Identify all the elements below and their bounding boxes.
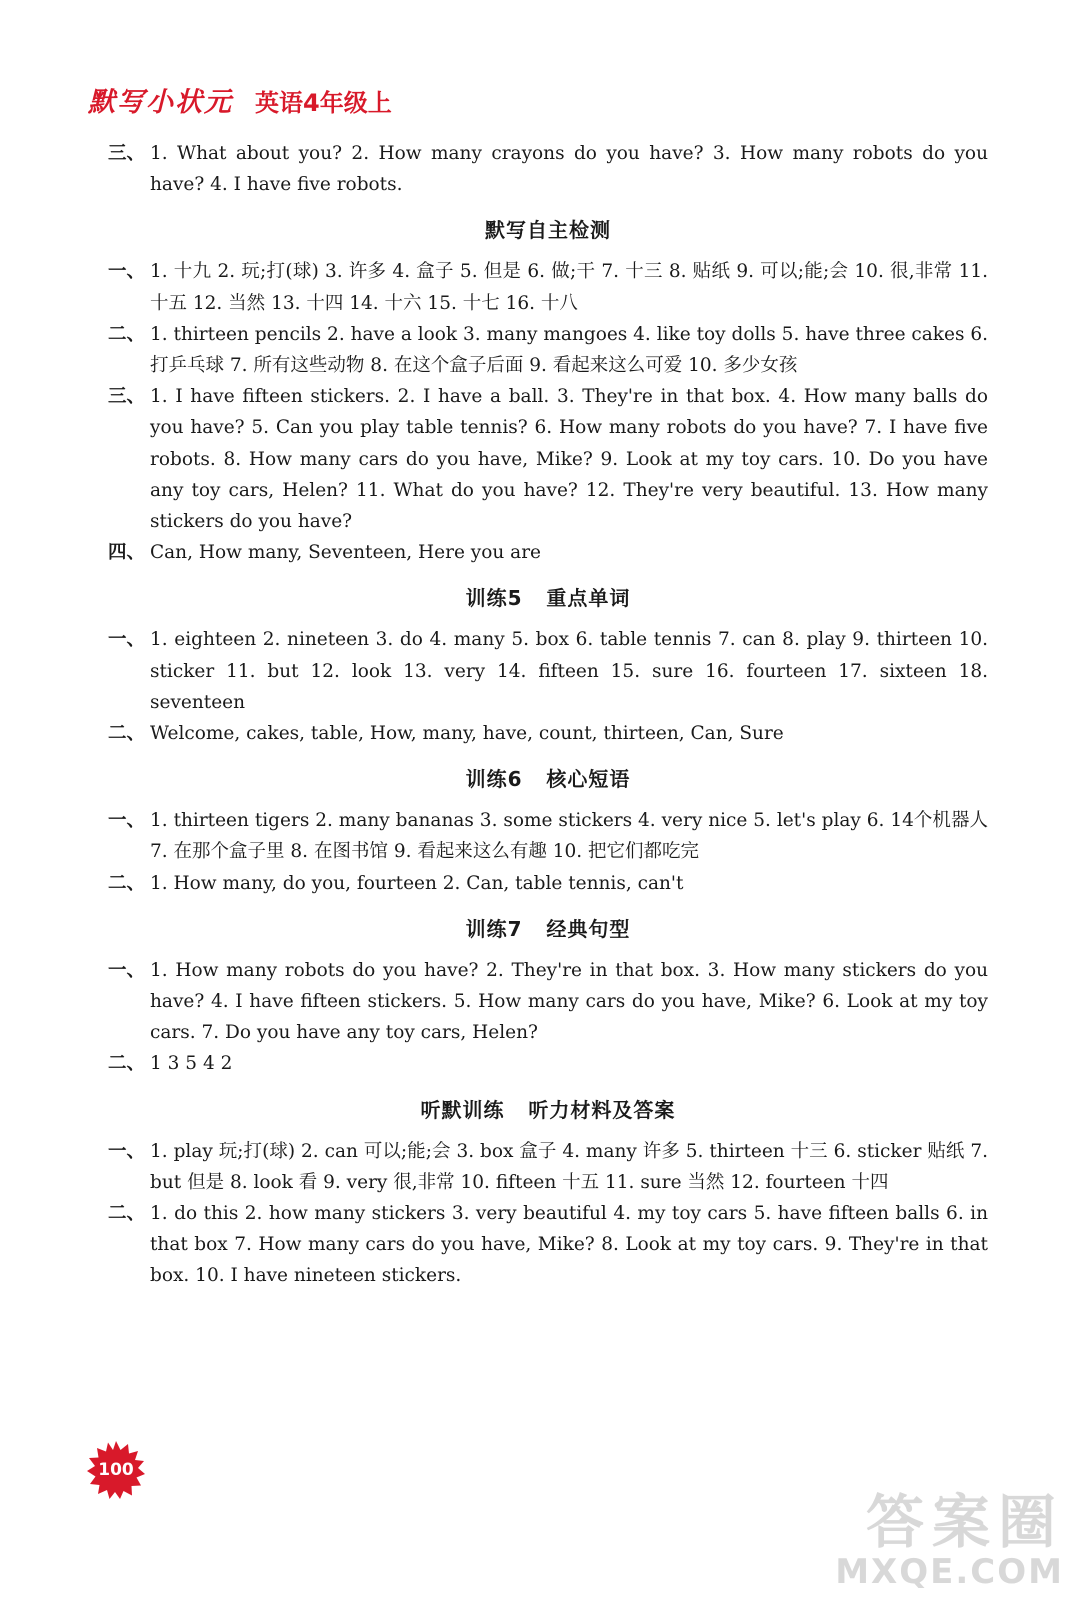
answer-item — [108, 868, 988, 899]
item-text: 1. 十九 2. 玩;打(球) 3. 许多 4. 盒子 5. 但是 6. 做;干 7. 十三 8. 贴纸 9. 可以;能;会 10. 很,非常 11. 十五 12. 当然 13. 十四 14. 十六 15. 十七 16. 十八 — [150, 261, 988, 314]
item-text: 1. thirteen tigers 2. many bananas 3. some stickers 4. very nice 5. let's play 6. 14个机器人 7. 在那个盒子里 8. 在图书馆 9. 看起来这么有趣 10. 把它们都吃完 — [150, 810, 988, 863]
answer-item — [108, 256, 988, 318]
answer-item — [108, 1136, 988, 1198]
watermark-logo-text: 答案圈 — [865, 1488, 1064, 1556]
section-title: 训练6 核心短语 — [465, 767, 631, 792]
item-text: 1. do this 2. how many stickers 3. very beautiful 4. my toy cars 5. have fifteen balls 6. in that box 7. How many cars do you have, Mike? 8. Look at my toy cars. 9. They're in that box. 10. I have nineteen stickers. — [150, 1203, 988, 1287]
item-text: 1. I have fifteen stickers. 2. I have a ball. 3. They're in that box. 4. How many balls do you have? 5. Can you play table tennis? 6. How many robots do you have? 7. I have five robots. 8. How many cars do you have, Mike? 9. Look at my toy cars. 10. Do you have any toy cars, Helen? 11. What do you have? 12. They're very beautiful. 13. How many stickers do you have? — [150, 386, 988, 533]
section-title: 训练7 经典句型 — [465, 916, 631, 941]
item-marker: 三、 — [108, 386, 146, 408]
answer-item — [108, 718, 988, 749]
item-marker: 二、 — [108, 323, 146, 345]
section-title: 训练5 重点单词 — [465, 586, 631, 611]
answer-content — [108, 138, 988, 1292]
item-marker: 二、 — [108, 1203, 146, 1225]
item-text: Can, How many, Seventeen, Here you are — [150, 542, 541, 564]
section-self-check — [108, 214, 988, 568]
item-marker: 三、 — [108, 143, 146, 164]
item-text: Welcome, cakes, table, How, many, have, count, thirteen, Can, Sure — [150, 723, 784, 745]
answer-item — [108, 537, 988, 568]
item-text: 1. How many, do you, fourteen 2. Can, table tennis, can't — [150, 872, 684, 894]
answer-item — [108, 805, 988, 867]
watermark-domain: MXQE.COM — [835, 1552, 1064, 1592]
item-text: 1 3 5 4 2 — [150, 1053, 233, 1075]
section-training-6 — [108, 763, 988, 899]
item-text: 1. play 玩;打(球) 2. can 可以;能;会 3. box 盒子 4. many 许多 5. thirteen 十三 6. sticker 贴纸 7. but 但是 8. look 看 9. very 很,非常 10. fifteen 十五 11. sure 当然 12. fourteen 十四 — [150, 1140, 988, 1193]
item-marker: 一、 — [108, 261, 146, 283]
answer-item — [108, 138, 988, 200]
page-number-badge — [86, 1440, 146, 1500]
item-marker: 一、 — [108, 629, 146, 651]
section-training-7 — [108, 913, 988, 1080]
item-text: 1. How many robots do you have? 2. They're in that box. 3. How many stickers do you have? 4. I have fifteen stickers. 5. How many cars do you have, Mike? 6. Look at my toy cars. 7. Do you have any toy cars, Helen? — [150, 959, 988, 1044]
answer-item — [108, 1048, 988, 1079]
answer-item — [108, 624, 988, 718]
item-text: 1. What about you? 2. How many crayons do you have? 3. How many robots do you have? 4. I have five robots. — [150, 143, 988, 196]
watermark — [835, 1488, 1064, 1592]
item-text: 1. eighteen 2. nineteen 3. do 4. many 5. box 6. table tennis 7. can 8. play 9. thirteen 10. sticker 11. but 12. look 13. very 14. fifteen 15. sure 16. fourteen 17. sixteen 18. seventeen — [150, 629, 988, 713]
page-number: 100 — [98, 1460, 134, 1480]
item-marker: 四、 — [108, 542, 146, 564]
item-marker: 一、 — [108, 1140, 146, 1162]
section-continued — [108, 138, 988, 200]
item-marker: 一、 — [108, 959, 146, 981]
answer-item — [108, 381, 988, 537]
item-marker: 一、 — [108, 810, 146, 832]
item-marker: 二、 — [108, 723, 146, 745]
section-training-5 — [108, 582, 988, 749]
section-title: 默写自主检测 — [485, 218, 611, 243]
answer-item — [108, 955, 988, 1049]
book-subject-title: 英语4年级上 — [255, 89, 392, 117]
section-title: 听默训练 听力材料及答案 — [420, 1097, 676, 1122]
item-marker: 二、 — [108, 1053, 146, 1075]
answer-item — [108, 319, 988, 381]
item-marker: 二、 — [108, 872, 146, 894]
answer-item — [108, 1198, 988, 1292]
page-header — [88, 80, 392, 119]
book-brand-title: 默写小状元 — [88, 87, 233, 118]
item-text: 1. thirteen pencils 2. have a look 3. many mangoes 4. like toy dolls 5. have three cakes 6. 打乒乓球 7. 所有这些动物 8. 在这个盒子后面 9. 看起来这么可爱 10. 多少女孩 — [150, 323, 988, 377]
section-listening — [108, 1094, 988, 1292]
